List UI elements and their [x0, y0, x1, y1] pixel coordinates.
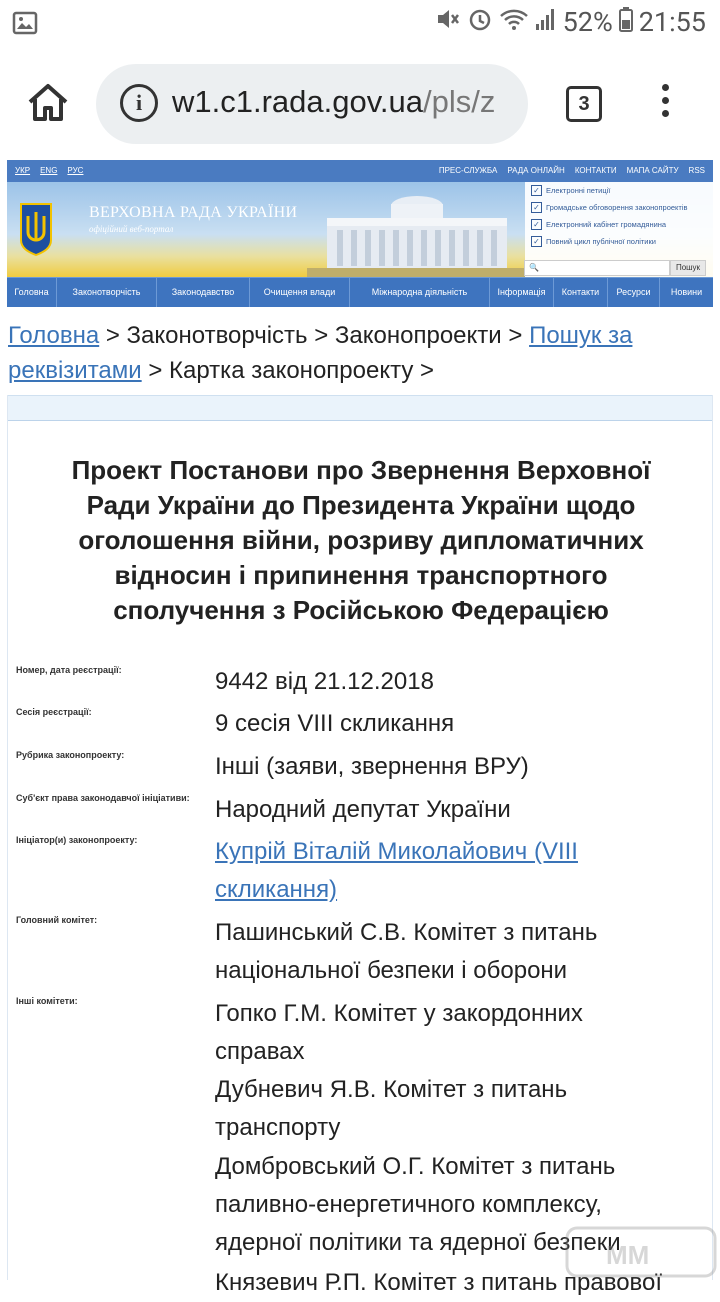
breadcrumb: Головна > Законотворчість > Законопроекти > Пошук за реквізитами > Картка законопроекту > [8, 322, 633, 384]
nav-news[interactable]: Новини [670, 287, 703, 297]
session-value: 9 сесія VIII скликання [215, 710, 455, 737]
initiative-subject-label: Суб'єкт права законодавчої ініціативи: [16, 793, 190, 803]
registration-label: Номер, дата реєстрації: [16, 665, 122, 675]
other-committee-1: Гопко Г.М. Комітет у закордонних справах [215, 1000, 583, 1065]
url-path: /pls/z [423, 84, 496, 119]
initiator-link[interactable]: Купрій Віталій Миколайович (VIII скликання) [215, 838, 578, 903]
browser-toolbar [0, 48, 720, 156]
info-icon[interactable]: i [120, 84, 158, 122]
other-committee-3: Домбровський О.Г. Комітет з питань паливно-енергетичного комплексу, ядерної політики та ядерної безпеки [215, 1153, 621, 1256]
initiative-subject-value: Народний депутат України [215, 796, 511, 823]
image-icon [12, 10, 38, 40]
checkbox-icon: ✓ [531, 236, 542, 247]
citizen-cabinet-link[interactable]: ✓ Електронний кабінет громадянина [525, 216, 713, 233]
main-committee-value: Пашинський С.В. Комітет з питань національної безпеки і оборони [215, 919, 598, 984]
lang-ukr-link[interactable]: УКР [15, 166, 31, 175]
breadcrumb-home-link[interactable]: Головна [8, 322, 100, 349]
nav-lawmaking[interactable]: Законотворчість [57, 278, 157, 307]
wifi-icon [499, 6, 529, 38]
trident-emblem-icon [19, 200, 53, 256]
registration-value: 9442 від 21.12.2018 [215, 668, 434, 695]
press-service-link[interactable]: ПРЕС-СЛУЖБА [438, 166, 498, 175]
breadcrumb-bills: Законопроекти [334, 322, 502, 349]
clock-time: 21:55 [638, 6, 706, 38]
top-strip [7, 160, 713, 182]
other-committee-2: Дубневич Я.В. Комітет з питань транспорту [215, 1076, 568, 1141]
policy-cycle-link[interactable]: ✓ Повний цикл публічної політики [525, 233, 713, 250]
signal-icon [535, 6, 557, 38]
site-map-link[interactable]: МАПА САЙТУ [626, 166, 679, 175]
battery-icon [619, 6, 633, 38]
watermark-text: ММ [606, 1240, 650, 1270]
address-bar[interactable] [96, 64, 528, 144]
battery-percent: 52% [562, 6, 613, 38]
initiator-value [215, 833, 635, 909]
site-search-input[interactable]: 🔍 [524, 260, 670, 276]
main-nav [7, 277, 713, 307]
card-header-strip [8, 395, 712, 421]
other-committee-4: Князевич Р.П. Комітет з питань правової [215, 1269, 663, 1296]
other-committees-label: Інші комітети: [16, 996, 78, 1006]
contacts-link[interactable]: КОНТАКТИ [574, 166, 617, 175]
rada-online-link[interactable]: РАДА ОНЛАЙН [507, 166, 565, 175]
public-discussion-link[interactable]: ✓ Громадське обговорення законопроектів [525, 199, 713, 216]
rubric-label: Рубрика законопроекту: [16, 750, 125, 760]
site-subtitle: офіційний веб-портал [89, 224, 174, 234]
parliament-building-image [307, 188, 527, 277]
bill-card [7, 395, 713, 1296]
status-bar [0, 0, 720, 48]
breadcrumb-lawmaking: Законотворчість [126, 322, 308, 349]
site-header [7, 160, 713, 297]
main-committee-label: Головний комітет: [16, 915, 98, 925]
nav-international[interactable]: Міжнародна діяльність [350, 278, 490, 307]
url-host: w1.c1.rada.gov.ua [172, 84, 424, 119]
checkbox-icon: ✓ [531, 185, 542, 196]
nav-information[interactable]: Інформація [490, 278, 554, 307]
breadcrumb-card: Картка законопроекту [169, 357, 414, 384]
overflow-menu-icon[interactable] [655, 84, 675, 124]
home-icon[interactable] [24, 78, 72, 126]
petitions-link[interactable]: ✓ Електронні петиції [525, 182, 713, 199]
checkbox-icon: ✓ [531, 202, 542, 213]
initiator-label: Ініціатор(и) законопроекту: [16, 835, 138, 845]
nav-contacts[interactable]: Контакти [554, 278, 608, 307]
tab-switcher-button[interactable]: 3 [566, 86, 602, 122]
lang-eng-link[interactable]: ENG [40, 166, 58, 175]
site-title[interactable]: ВЕРХОВНА РАДА УКРАЇНИ [89, 204, 298, 221]
site-search-button[interactable]: Пошук [670, 260, 706, 276]
nav-home[interactable]: Головна [7, 278, 57, 307]
mute-icon [435, 6, 461, 38]
site-search [524, 260, 706, 276]
rubric-value: Інші (заяви, звернення ВРУ) [215, 753, 529, 780]
rss-link[interactable]: RSS [688, 166, 705, 175]
bill-title: Проект Постанови про Звернення Верховної Ради України до Президента України щодо оголошення війни, розриву дипломатичних відносин і припинення транспортного сполучення з Російською Федерацією [71, 455, 651, 625]
alarm-icon [467, 6, 493, 38]
nav-legislation[interactable]: Законодавство [157, 278, 250, 307]
watermark-logo [566, 1222, 716, 1280]
lang-rus-link[interactable]: РУС [67, 166, 84, 175]
session-label: Сесія реєстрації: [16, 707, 92, 717]
nav-lustration[interactable]: Очищення влади [250, 278, 350, 307]
breadcrumb-search-link[interactable]: Пошук за реквізитами [8, 322, 633, 384]
checkbox-icon: ✓ [531, 219, 542, 230]
nav-resources[interactable]: Ресурси [608, 278, 660, 307]
